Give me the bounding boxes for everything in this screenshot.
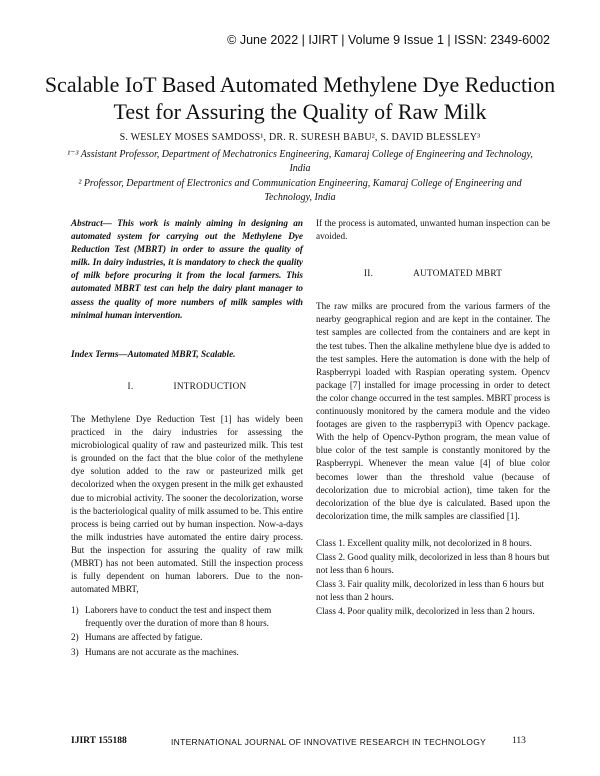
list-item xyxy=(71,646,303,659)
list-number: 1) xyxy=(71,605,79,616)
journal-name: INTERNATIONAL JOURNAL OF INNOVATIVE RESEARCH IN TECHNOLOGY xyxy=(171,737,487,747)
section-heading-introduction xyxy=(71,380,303,393)
intro-continuation: If the process is automated, unwanted human inspection can be avoided. xyxy=(316,218,550,242)
abstract: Abstract— This work is mainly aiming in designing an automated system for carrying out the Methylene Dye Reduction Test (MBRT) in order to assure the quality of milk. In dairy industries, it is mandatory to check the quality of milk before procuring it from the local farmers. This automated MBRT test can help the dairy plant manager to assess the quality of more numbers of milk samples with minimal human intervention. xyxy=(71,218,303,320)
index-terms: Index Terms—Automated MBRT, Scalable. xyxy=(71,348,236,359)
automation-paragraph: The raw milks are procured from the various farmers of the nearby geographical region and are kept in the container. The test samples are collected from the containers and are kept in the test tubes. Then the alkaline methylene blue dye is added to the test samples. Here the automation is done with the help of Raspberrypi loaded with Raspian operating system. Opencv package [7] installed for image processing in order to detect the color change occurred in the test samples. MBRT process is continuously monitored by the camera module and the video footages are given to the raspberrypi3 with Opencv package. With the help of Opencv-Python program, the mean value of blue color of the test sample is constantly monitored by the Raspberrypi. Whenever the mean value [4] of blue color becomes lower than the threshold value (because of decolorization due to microbial action), time taken for the decolorization of the blue dye is calculated. Based upon the decolorization time, the milk samples are classified [1]. xyxy=(316,301,550,521)
title-line-2: Test for Assuring the Quality of Raw Milk xyxy=(113,99,487,124)
list-item xyxy=(71,631,303,644)
paper-title xyxy=(40,71,560,125)
author-list: S. WESLEY MOSES SAMDOSS¹, DR. R. SURESH BABU², S. DAVID BLESSLEY³ xyxy=(119,132,481,143)
title-line-1: Scalable IoT Based Automated Methylene Dye Reduction xyxy=(44,72,556,97)
section-title: AUTOMATED MBRT xyxy=(413,268,503,279)
problem-list xyxy=(71,604,303,658)
right-column xyxy=(316,217,550,619)
intro-paragraph: The Methylene Dye Reduction Test [1] has widely been practiced in the dairy industries for assessing the microbiological quality of raw and pasteurized milk. This test is grounded on the fact that the blue color of the methylene dye solution added to the raw or pasteurized milk get decolorized when the oxygen present in the milk get exhausted due to microbial activity. The sooner the decolorization, worse is the bacteriological quality of milk assumed to be. This entire process is being carried out by human inspection. Now-a-days the milk industries have automated the entire dairy process. But the inspection for assuring the quality of raw milk (MBRT) has not been automated. Still the inspection process is fully dependent on human laborers. Due to the non-automated MBRT, xyxy=(71,413,303,595)
section-number: I. xyxy=(127,380,134,391)
list-number: 3) xyxy=(71,646,79,657)
milk-class-list xyxy=(316,537,550,619)
class-item: Class 4. Poor quality milk, decolorized in less than 2 hours. xyxy=(316,606,535,617)
class-item: Class 1. Excellent quality milk, not decolorized in 8 hours. xyxy=(316,537,532,548)
journal-header: © June 2022 | IJIRT | Volume 9 Issue 1 | ISSN: 2349-6002 xyxy=(227,33,550,47)
class-item: Class 2. Good quality milk, decolorized in less than 8 hours but not less than 6 hours. xyxy=(316,551,550,576)
class-item: Class 3. Fair quality milk, decolorized in less than 6 hours but not less than 2 hours. xyxy=(316,579,544,603)
section-title: INTRODUCTION xyxy=(173,380,247,391)
list-number: 2) xyxy=(71,632,79,643)
paper-id: IJIRT 155188 xyxy=(71,736,127,746)
affiliation-1: ¹⁻³ Assistant Professor, Department of Mechatronics Engineering, Kamaraj College of Engineering and Technology, India xyxy=(67,149,533,174)
list-text: Humans are affected by fatigue. xyxy=(85,632,203,643)
page-number: 113 xyxy=(512,736,526,746)
section-number: II. xyxy=(363,268,374,279)
list-text: Humans are not accurate as the machines. xyxy=(85,646,239,657)
affiliation-2: ² Professor, Department of Electronics and Communication Engineering, Kamaraj College of Engineering and Technology, India xyxy=(78,178,522,203)
left-column xyxy=(71,217,303,660)
list-item xyxy=(71,604,303,630)
list-text: Laborers have to conduct the test and inspect them frequently over the duration of more than 8 hours. xyxy=(85,605,272,629)
section-heading-automated-mbrt xyxy=(316,267,550,280)
